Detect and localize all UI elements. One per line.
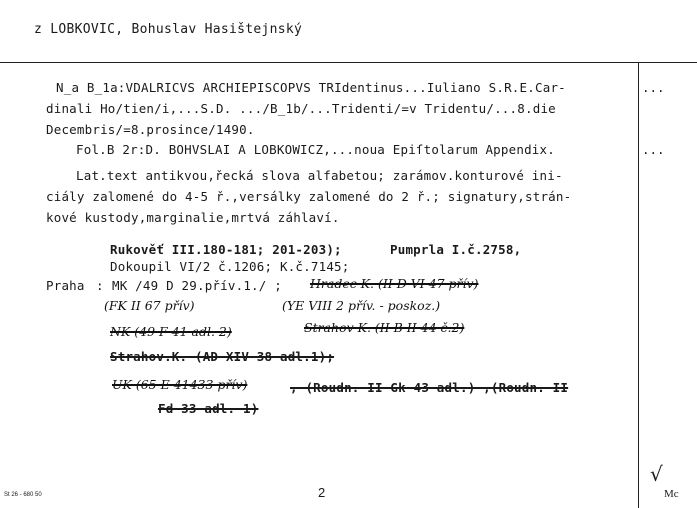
location-colon: :	[96, 278, 104, 293]
description-line-2: ciály zalomené do 4-5 ř.,versálky zalomené do 2 ř.; signatury,strán-	[46, 189, 572, 204]
record-line-3: Decembris/=8.prosince/1490.	[46, 122, 255, 137]
handwritten-fk: (FK II 67 přív)	[104, 298, 195, 313]
holding-roudnice-2: Fd 33 adl. 1)	[158, 401, 259, 416]
card-title: z LOBKOVIC, Bohuslav Hasištejnský	[34, 22, 303, 37]
record-line-2: dinali Ho/tien/i,...S.D. .../B_1b/...Tridenti/=v Tridentu/...8.die	[46, 101, 556, 116]
page-number: 2	[318, 485, 326, 500]
record-line-4: Fol.B 2r:D. BOHVSLAI A LOBKOWICZ,...noua Epiſtolarum Appendix.	[76, 142, 555, 157]
cataloger-initials: Mc	[664, 488, 679, 500]
holding-mk: MK /49 D 29.přív.1./ ;	[112, 278, 282, 293]
location-label: Praha	[46, 278, 85, 293]
handwritten-hradec: Hradec K. (II D VI 47 přív)	[310, 276, 479, 291]
handwritten-strahov: Strahov K. (II B II 44 č.2)	[304, 320, 465, 335]
continuation-dots: ...	[642, 142, 665, 157]
reference-pumprla: Pumprla I.č.2758,	[390, 242, 522, 257]
reference-rukovet: Rukověť III.180-181; 201-203);	[110, 242, 342, 257]
print-code: St 26 - 680 50	[4, 492, 42, 498]
handwritten-nk: NK (49 F 41 adl. 2)	[110, 324, 232, 339]
description-line-3: kové kustody,marginalie,mrtvá záhlaví.	[46, 210, 340, 225]
handwritten-yevii: (YE VIII 2 přív. - poskoz.)	[282, 298, 441, 313]
check-mark: √	[650, 462, 663, 486]
holding-roudnice-1: , (Roudn. II Gk 43 adl.) ,(Roudn. II	[290, 380, 569, 395]
holding-strahov: Strahov.K. (AD XIV 38 adl.1);	[110, 349, 335, 364]
handwritten-uk: UK (65 E 41433 přív)	[112, 377, 248, 392]
continuation-dots: ...	[642, 80, 665, 95]
reference-dokoupil: Dokoupil VI/2 č.1206; K.č.7145;	[110, 259, 350, 274]
description-line-1: Lat.text antikvou,řecká slova alfabetou; zarámov.konturové ini-	[76, 168, 563, 183]
right-margin-line	[638, 62, 639, 508]
header-divider	[0, 62, 697, 63]
record-line-1: N_a B_1a:VDALRICVS ARCHIEPISCOPVS TRIdentinus...Iuliano S.R.E.Car-	[56, 80, 566, 95]
